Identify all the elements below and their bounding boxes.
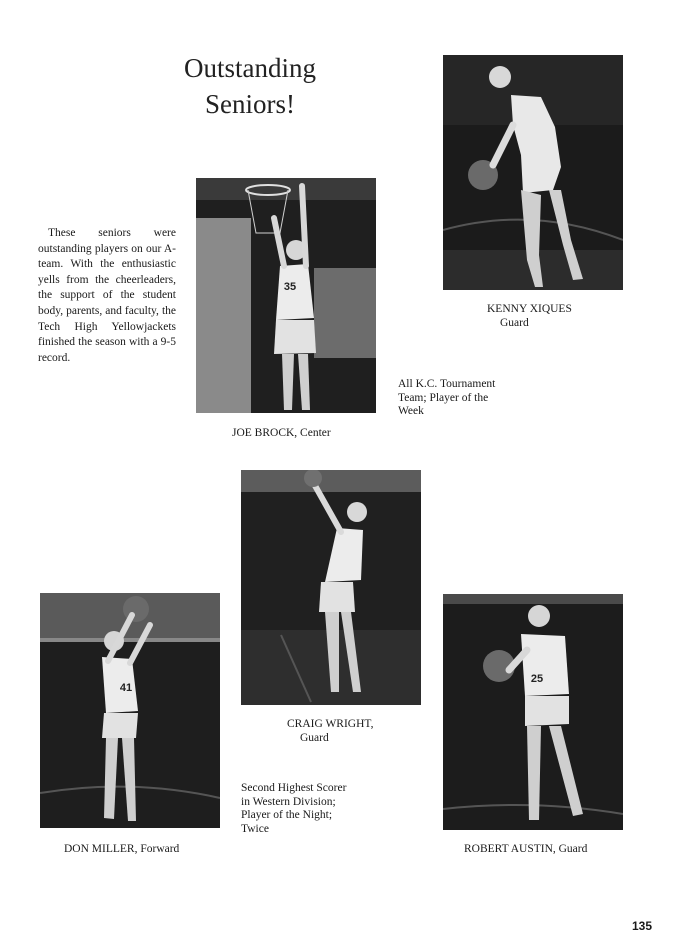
title-line-1: Outstanding xyxy=(184,53,316,83)
craig-position: Guard xyxy=(300,732,329,744)
intro-text: These seniors were outstanding players on our A-team. With the enthusiastic yells from the cheerleaders, the support of the student body, parents, and faculty, the Tech High Yellowjackets finished the season with a 9-5 record. xyxy=(38,227,176,364)
caption-don-miller: DON MILLER, Forward xyxy=(64,843,180,855)
joe-photo-graphic xyxy=(196,178,376,413)
caption-joe-brock: JOE BROCK, Center xyxy=(232,427,331,439)
note-joe-brock: All K.C. Tournament Team; Player of the Week xyxy=(398,378,496,417)
caption-craig-wright xyxy=(287,717,373,745)
don-photo-graphic xyxy=(40,593,220,828)
caption-kenny-xiques xyxy=(487,302,572,330)
photo-robert-austin xyxy=(443,594,623,830)
photo-craig-wright xyxy=(241,470,421,705)
caption-robert-austin: ROBERT AUSTIN, Guard xyxy=(464,843,588,855)
robert-photo-graphic xyxy=(443,594,623,830)
photo-kenny-xiques xyxy=(443,55,623,290)
craig-photo-graphic xyxy=(241,470,421,705)
page-title xyxy=(150,50,350,122)
kenny-name: KENNY XIQUES xyxy=(487,303,572,315)
jersey-number-joe: 35 xyxy=(283,281,297,293)
kenny-position: Guard xyxy=(500,317,529,329)
page-number: 135 xyxy=(631,919,652,933)
kenny-photo-graphic xyxy=(443,55,623,290)
jersey-number-robert: 25 xyxy=(530,673,544,685)
photo-don-miller xyxy=(40,593,220,828)
craig-name: CRAIG WRIGHT, xyxy=(287,718,374,730)
title-line-2: Seniors! xyxy=(205,89,295,119)
photo-joe-brock xyxy=(196,178,376,413)
intro-paragraph xyxy=(38,226,176,366)
note-craig-wright: Second Highest Scorer in Western Division; Player of the Night; Twice xyxy=(241,782,347,835)
jersey-number-don: 41 xyxy=(119,682,133,694)
